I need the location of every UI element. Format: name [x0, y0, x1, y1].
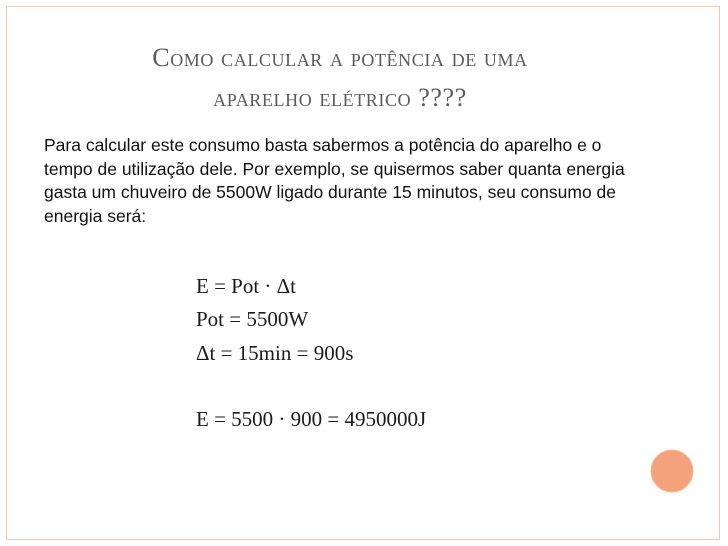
formula-energy: E = Pot · Δt [196, 274, 297, 298]
body-paragraph: Para calcular este consumo basta sabermos a potência do aparelho e o tempo de utilização dele. Por exemplo, se quisermos saber quanta energia gasta um chuveiro de 5500W ligado durante 15 minutos, seu consumo de energia será: [44, 135, 625, 226]
title-line-1: Como calcular a potência de uma [152, 43, 528, 72]
slide-title [60, 38, 620, 118]
title-line-2: aparelho elétrico ???? [213, 83, 467, 112]
formula-result: E = 5500 · 900 = 4950000J [196, 407, 427, 431]
formula-power: Pot = 5500W [196, 307, 309, 331]
formula-time: Δt = 15min = 900s [196, 341, 354, 365]
decorative-circle [650, 449, 694, 493]
